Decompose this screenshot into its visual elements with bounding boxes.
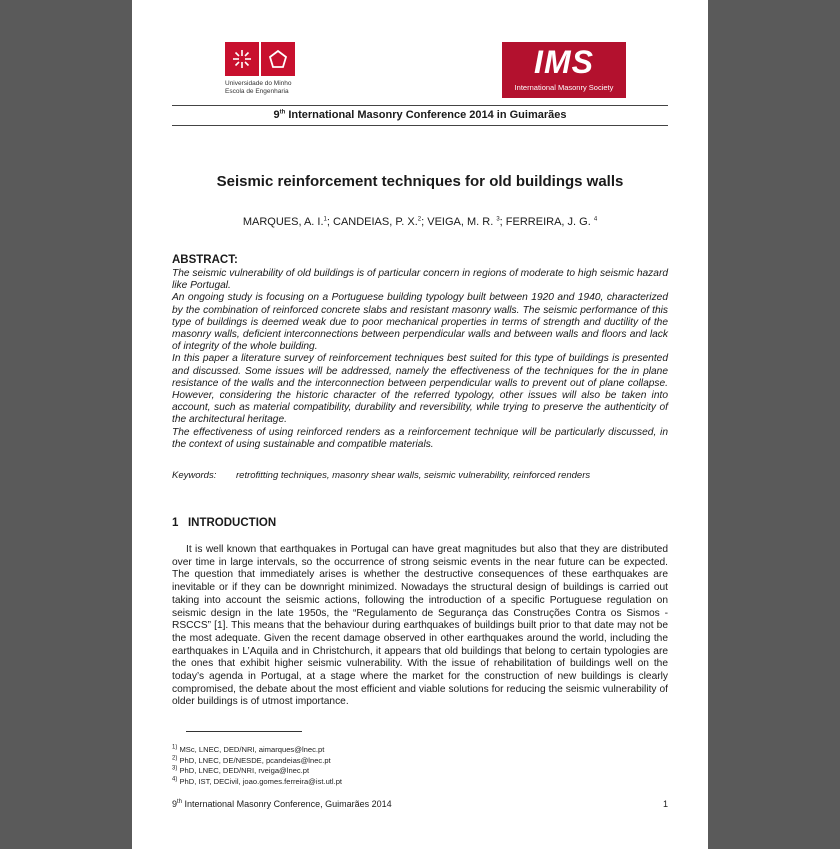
author: CANDEIAS, P. X. bbox=[333, 216, 418, 228]
footnote-rule bbox=[186, 731, 302, 732]
author-separator: ; bbox=[326, 216, 333, 228]
author-affiliation-sup: 2 bbox=[417, 216, 422, 223]
footnote bbox=[172, 777, 342, 788]
abstract-paragraph: An ongoing study is focusing on a Portuguese building typology built between 1920 and 1940, characterized by the combination of reinforced concrete slabs and resistant masonry walls. The seismic performance of this type of buildings is deemed weak due to poor mechanical properties in terms of strength and ductility of the masonry walls, deficient interconnections between perpendicular walls and between walls and floors and lack of integrity of the whole building. bbox=[172, 292, 668, 353]
footnote-number: 4) bbox=[172, 776, 178, 783]
footer-conference-name: International Masonry Conference, Guimarães 2014 bbox=[182, 799, 392, 809]
header-conference-name: International Masonry Conference 2014 in Guimarães bbox=[285, 109, 567, 121]
footnote-text: PhD, LNEC, DED/NRI, rveiga@lnec.pt bbox=[177, 766, 310, 776]
page-number: 1 bbox=[662, 799, 668, 809]
paper-page bbox=[132, 0, 708, 849]
section-heading: 1 INTRODUCTION bbox=[172, 517, 277, 529]
paper-title: Seismic reinforcement techniques for old buildings walls bbox=[216, 173, 624, 190]
author-affiliation-sup: 1 bbox=[323, 216, 327, 223]
footnote-number: 1) bbox=[172, 744, 178, 751]
author-affiliation-sup: 4 bbox=[593, 216, 598, 223]
keywords-text: retrofitting techniques, masonry shear walls, seismic vulnerability, reinforced renders bbox=[236, 470, 591, 481]
author-list bbox=[172, 216, 668, 228]
abstract-body bbox=[172, 268, 668, 451]
author: MARQUES, A. I. bbox=[242, 216, 324, 228]
conference-header bbox=[172, 109, 668, 121]
header-edition-sup: th bbox=[279, 109, 286, 116]
footer-edition-sup: th bbox=[177, 799, 183, 805]
footer-conference bbox=[172, 799, 392, 809]
abstract-heading: ABSTRACT: bbox=[172, 254, 238, 266]
footnote-text: PhD, IST, DECivil, joao.gomes.ferreira@ist.utl.pt bbox=[177, 776, 343, 786]
ims-name: International Masonry Society bbox=[514, 83, 614, 92]
keywords-label: Keywords: bbox=[172, 470, 217, 481]
ims-logo bbox=[502, 42, 626, 98]
um-emblem-icon bbox=[225, 42, 259, 76]
author-separator: ; bbox=[421, 216, 428, 228]
um-school: Escola de Engenharia bbox=[225, 88, 289, 95]
abstract-paragraph: The effectiveness of using reinforced renders as a reinforcement technique will be particularly discussed, in the context of using sustainable and compatible materials. bbox=[172, 426, 668, 450]
footnote-text: MSc, LNEC, DED/NRI, aimarques@lnec.pt bbox=[177, 745, 325, 754]
footnote-text: PhD, LNEC, DE/NESDE, pcandeias@lnec.pt bbox=[177, 755, 331, 765]
footnote bbox=[172, 745, 342, 756]
footnote bbox=[172, 756, 342, 767]
abstract-paragraph: The seismic vulnerability of old buildings is of particular concern in regions of moderate to high seismic hazard like Portugal. bbox=[172, 268, 668, 292]
header-rule-bottom bbox=[172, 125, 668, 126]
author-affiliation-sup: 3 bbox=[496, 216, 500, 223]
um-name: Universidade do Minho bbox=[225, 80, 292, 87]
university-minho-logo bbox=[225, 42, 297, 96]
header-edition: 9 bbox=[273, 109, 280, 121]
footnote-number: 2) bbox=[172, 755, 178, 762]
footnote bbox=[172, 766, 342, 777]
introduction-paragraph: It is well known that earthquakes in Portugal can have great magnitudes but also that they are distributed over time in large intervals, so the occurrence of strong seismic events in the near future can be expected. The question that immediately arises is whether the destructive consequences of these earthquakes are inevitable or if they can be downright minimized. Nowadays the structural design of buildings is carried out taking into account the seismic actions, following the introduction of a specific Portuguese regulation on seismic design in the late 1950s, the “Regulamento de Segurança das Construções Contra os Sismos - RSCCS” [1]. This means that the behaviour during earthquakes of buildings built prior to that date may not be the most adequate. Given the recent damage observed in other earthquakes around the world, including the earthquakes in L’Aquila and in Christchurch, it appears that old buildings that belong to certain typologies are the ones that exhibit higher seismic vulnerability. With the issue of rehabilitation of buildings well on the today’s agenda in Portugal, at a stage where the market for the construction of new buildings is clearly compromised, the debate about the most efficient and viable solutions for reducing the seismic vulnerability of older buildings is of utmost importance. bbox=[172, 544, 668, 708]
um-pentagon-icon bbox=[261, 42, 295, 76]
footnotes bbox=[172, 745, 342, 787]
abstract-paragraph: In this paper a literature survey of reinforcement techniques best suited for this type of buildings is presented and discussed. Some issues will be addressed, namely the effectiveness of the techniques for the in plane resistance of the walls and the interconnection between perpendicular walls to prevent out of plane collapse. However, considering the historic character of the referred typology, other issues will also be taken into account, such as material compatibility, durability and reversibility, while trying to preserve the authenticity of the architectural heritage. bbox=[172, 353, 668, 426]
author-separator: ; bbox=[499, 216, 506, 228]
author: VEIGA, M. R. bbox=[427, 216, 497, 228]
footer-edition: 9 bbox=[172, 799, 178, 809]
author: FERREIRA, J. G. bbox=[505, 216, 594, 228]
header-rule-top bbox=[172, 105, 668, 106]
keywords-line bbox=[172, 470, 668, 481]
footnote-number: 3) bbox=[172, 765, 178, 772]
ims-mark: IMS bbox=[534, 44, 594, 80]
